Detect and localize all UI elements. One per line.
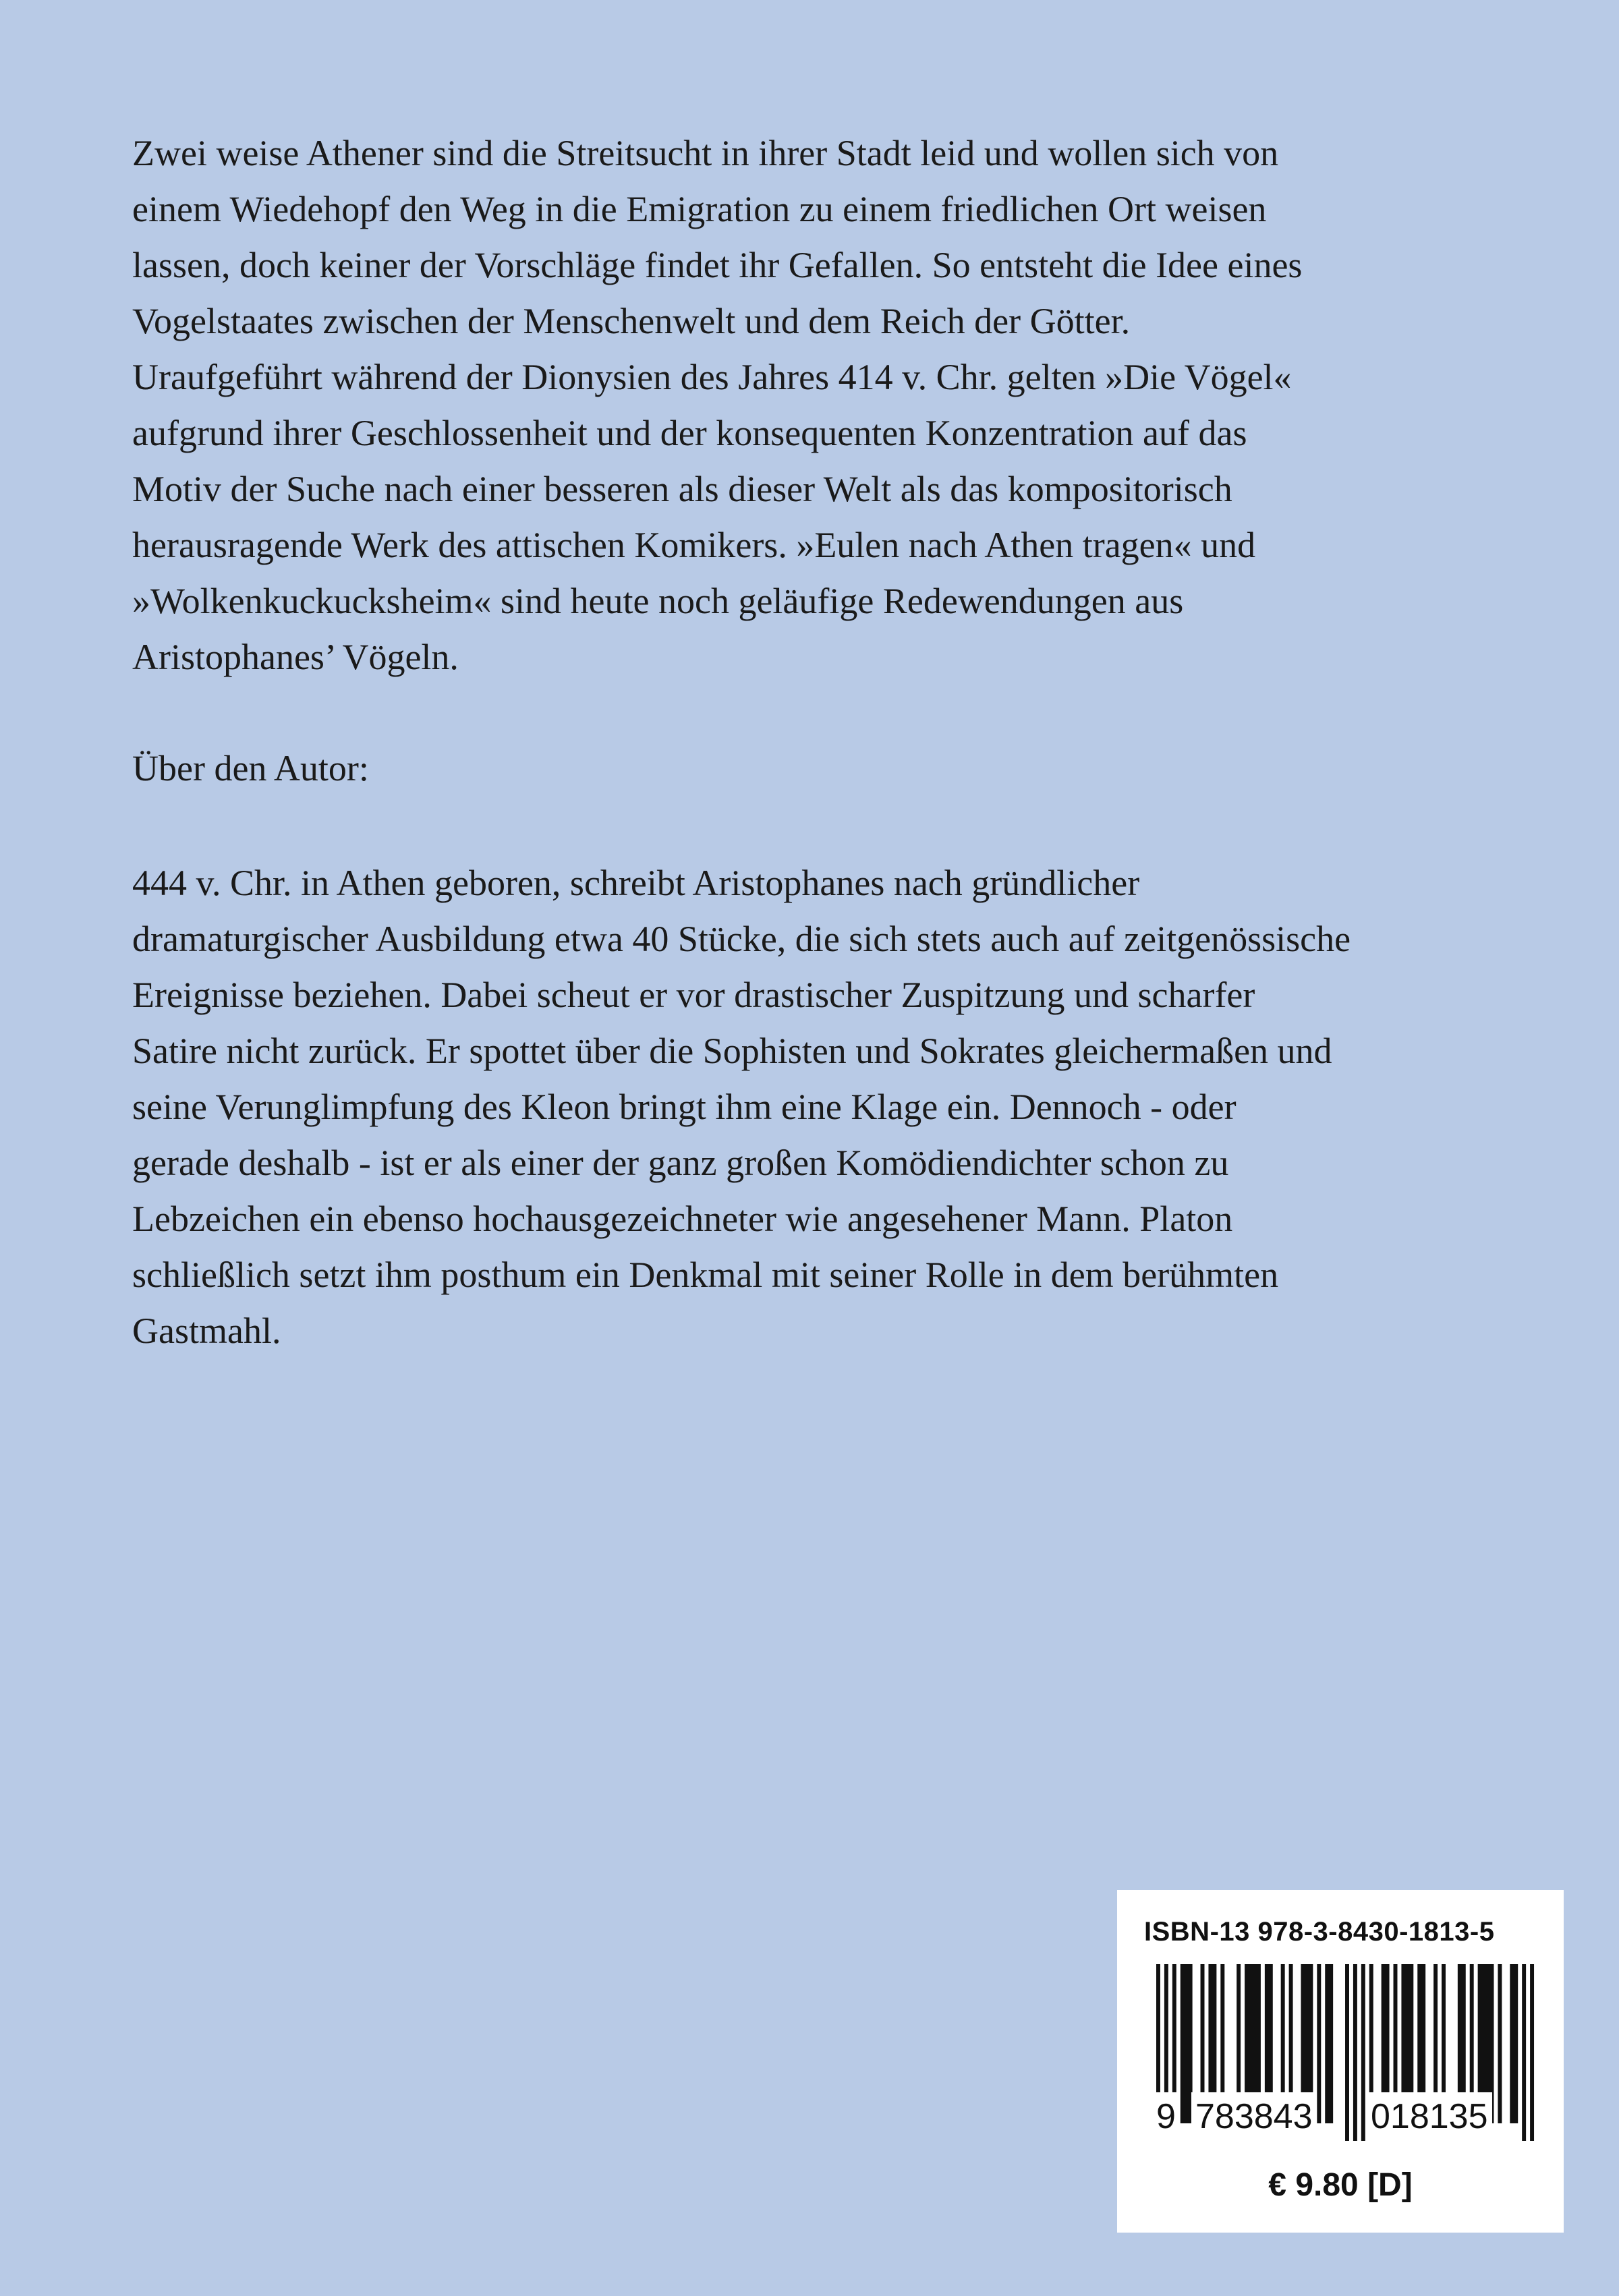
blurb-line: einem Wiedehopf den Weg in die Emigration zu einem friedlichen Ort weisen bbox=[132, 189, 1267, 229]
book-blurb bbox=[132, 125, 1508, 685]
blurb-line: herausragende Werk des attischen Komikers. »Eulen nach Athen tragen« und bbox=[132, 525, 1256, 565]
barcode-digits-left: 783843 bbox=[1191, 2092, 1317, 2141]
bio-line: Gastmahl. bbox=[132, 1311, 281, 1351]
bio-line: schließlich setzt ihm posthum ein Denkmal mit seiner Rolle in dem berühmten bbox=[132, 1255, 1279, 1295]
bio-line: 444 v. Chr. in Athen geboren, schreibt Aristophanes nach gründlicher bbox=[132, 863, 1140, 903]
bio-line: Lebzeichen ein ebenso hochausgezeichneter wie angesehener Mann. Platon bbox=[132, 1199, 1233, 1239]
price-label: € 9.80 [D] bbox=[1268, 2167, 1413, 2203]
barcode-digit-first: 9 bbox=[1152, 2092, 1180, 2141]
blurb-line: Aristophanes’ Vögeln. bbox=[132, 637, 459, 677]
isbn-label: ISBN-13 978-3-8430-1813-5 bbox=[1144, 1917, 1495, 1947]
blurb-line: lassen, doch keiner der Vorschläge findet ihr Gefallen. So entsteht die Idee eines bbox=[132, 245, 1303, 285]
bio-line: Ereignisse beziehen. Dabei scheut er vor drastischer Zuspitzung und scharfer bbox=[132, 975, 1255, 1015]
bio-line: dramaturgischer Ausbildung etwa 40 Stücke, die sich stets auch auf zeitgenössische bbox=[132, 919, 1351, 959]
isbn-barcode-box bbox=[1117, 1890, 1564, 2233]
blurb-line: »Wolkenkuckucksheim« sind heute noch geläufige Redewendungen aus bbox=[132, 581, 1184, 621]
blurb-line: Vogelstaates zwischen der Menschenwelt und dem Reich der Götter. bbox=[132, 301, 1131, 341]
blurb-line: Zwei weise Athener sind die Streitsucht in ihrer Stadt leid und wollen sich von bbox=[132, 133, 1279, 173]
barcode-digits bbox=[1156, 2092, 1538, 2146]
barcode-digits-right: 018135 bbox=[1367, 2092, 1492, 2141]
bio-line: gerade deshalb - ist er als einer der ganz großen Komödiendichter schon zu bbox=[132, 1143, 1229, 1183]
bio-line: seine Verunglimpfung des Kleon bringt ihm eine Klage ein. Dennoch - oder bbox=[132, 1087, 1237, 1127]
about-author-heading: Über den Autor: bbox=[132, 748, 369, 788]
bio-line: Satire nicht zurück. Er spottet über die Sophisten und Sokrates gleichermaßen und bbox=[132, 1031, 1332, 1071]
author-biography bbox=[132, 855, 1508, 1359]
blurb-line: Motiv der Suche nach einer besseren als dieser Welt als das kompositorisch bbox=[132, 469, 1232, 509]
blurb-line: Uraufgeführt während der Dionysien des Jahres 414 v. Chr. gelten »Die Vögel« bbox=[132, 357, 1292, 397]
blurb-line: aufgrund ihrer Geschlossenheit und der konsequenten Konzentration auf das bbox=[132, 413, 1247, 453]
